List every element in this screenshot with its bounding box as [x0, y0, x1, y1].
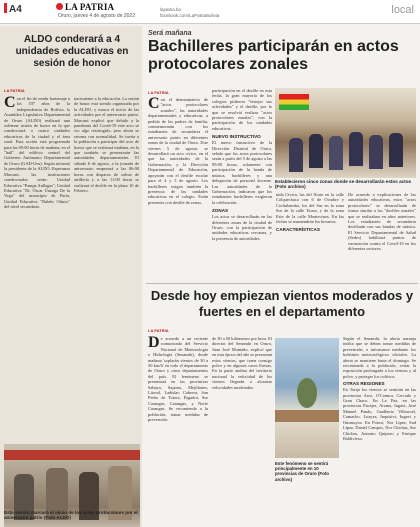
left-story-text-2: nacimiento a la educación. La sesión de honor está siendo organizada por la ALDO, y marca el inicio de las actividades por el aniversario patrio. Marcani explicó que debido a la pandemia del Covid-19 este acto se vio algo restringido, pero ahora se retoma con normalidad. Se invita a la población a participar del acto de honor que se realizará mañana, en la que también se presentarán las autoridades departamentales. El sábado 6 de agosto, a la jornada de aniversario empezará a las 06:00 horas con disparos de salvas de artillería y a las 11:00 horas se realizará el desfile en la plaza 10 de Febrero. — [74, 96, 139, 193]
main-story-text-6: De acuerdo a explicaciones de las autoridades educativas, estos "actos protocolares" se desarrollarán de forma similar a los "desfiles zonales" que se realizaban en años anteriores. Los estudiantes de secundaria desfilarán con sus bandas de música. El Servicio Departamental de Salud (Sedes) habilitará puntos de vacunación contra el Covid-19 en los diferentes sectores. — [348, 192, 416, 252]
main-story-kicker: Será mañana — [148, 30, 192, 37]
dropcap: D — [148, 336, 160, 351]
social-link-web[interactable]: lapatria.bo — [160, 7, 182, 12]
student-figure — [349, 132, 363, 166]
social-links — [160, 7, 219, 19]
page-number — [4, 3, 22, 15]
photo-banner — [4, 450, 140, 460]
second-story-column-2 — [212, 336, 272, 524]
main-story-byline: LA PATRIA — [148, 90, 169, 95]
main-story-text-3: El nuevo instructivo de la Dirección Distrital de Oruro, señala que los actos protocolares serán a partir del 5 de agosto a las 09:00 horas, solamente con participación de la banda de música, bachilleres y una delegación de personal docente. Las autoridades de la Gobernación, indicaron que los estudiantes bachilleres exigieron la celebración. — [212, 140, 272, 205]
page-number-text: A4 — [9, 4, 22, 15]
dropcap: C — [148, 97, 160, 112]
left-story — [0, 26, 142, 527]
student-figure — [389, 133, 403, 167]
main-story-text-1: on el denominativo de "actos protocolares zonales", las autoridades departamentales y educativas, a pedido de los padres de familia, conmemorarán con los estudiantes de secundaria el aniversario patrio en diferentes zonas de la ciudad de Oruro. Este viernes 5 de agosto, se desarrollará un acto cívico, en el que las autoridades de la Gobernación, y la Dirección Departamental de Educación, apoyarán con el desfile escolar para el 4 y 5 de agosto. Los bachilleres exigen también la presencia de las unidades educativas en el colegio. Están presentes con desfile de zonas. — [148, 97, 208, 205]
student-figure — [309, 134, 323, 168]
left-story-byline: LA PATRIA — [4, 88, 25, 93]
dropcap: C — [4, 96, 16, 111]
main-story-text-4: Los actos se desarrollarán en las diferentes zonas de la ciudad de Oruro, con la participación de unidades educativas cercanas, y la presencia de autoridades. — [212, 214, 272, 241]
second-story-column-1 — [148, 336, 208, 524]
main-story-headline: Bachilleres participarán en actos protocolares zonales — [148, 38, 399, 73]
second-story-byline: LA PATRIA — [148, 328, 169, 333]
left-story-column-1 — [4, 96, 70, 442]
main-story-text-5: nida Cívica, los del Norte en la calle Colquechaca con 6 de Octubre y Cochabamba, los del Sur en la zona Sur de la calle Tacna, y de la zona Este de la calle Montecinos. En las fechas se mantendrán los horarios. — [276, 192, 344, 225]
second-story-text-3: Según el Senamhi, la alerta naranja indica que se deben tomar medidas de prevención, e informarse mediante los boletines meteorológicos oficiales. La alerta se mantiene hasta el domingo. Se recomienda a la población, evitar la exposición prolongada a los vientos y al polvo, y proteger los cultivos. — [343, 336, 416, 379]
student-figure — [289, 138, 303, 172]
second-story-headline: Desde hoy empiezan vientos moderados y fuertes en el departamento — [150, 288, 414, 319]
second-photo-caption: Este fenómeno se sentirá principalmente en 10 provincias de Oruro (Foto archivo) — [275, 461, 329, 482]
student-figure — [369, 135, 383, 169]
logo-text: LA PATRIA — [65, 2, 115, 12]
main-story-column-1 — [148, 97, 208, 277]
story-divider — [146, 283, 418, 284]
bolivia-flag-icon — [279, 94, 309, 110]
second-story-photo — [275, 338, 339, 458]
left-photo-caption: Esta sesión marcará el inicio de los actos protocolares por el aniversario patrio (Foto ALDO) — [4, 510, 138, 521]
tree-icon — [297, 378, 317, 408]
issue-date: Oruro, jueves 4 de agosto de 2022 — [58, 13, 135, 19]
left-story-headline: ALDO conderará a 4 unidades educativas en sesión de honor — [15, 34, 129, 69]
second-story-text-1: e acuerdo a un reciente comunicado del Servicio Nacional de Meteorología e Hidrología (Senamhi), desde mañana 'soplarán vientos de 30 a 50 km/h' en todo el departamento de Oruro y otros departamentos del país. El fenómeno se presentará en las provincias Sabaya, Sajama, Mejillones, Litoral, Ladislao Cabrera, San Pedro de Totora, Pagador, Sur Carangas, Carangas, y Norte Carangas. Se recomienda a la población, tomar medidas de prevención. — [148, 336, 208, 423]
second-story-subhead: OTRAS REGIONES — [343, 381, 385, 387]
page-header — [0, 0, 420, 24]
student-figure — [329, 136, 343, 170]
main-story-column-4 — [348, 192, 416, 280]
social-link-facebook[interactable]: facebook.com/LaPatriaBolivia — [160, 13, 220, 18]
second-story-column-3 — [343, 336, 416, 524]
main-story-subhead-3: CARACTERÍSTICAS — [276, 227, 320, 233]
second-story-text-4: En Tarija los vientos se sentirán en las provincias Arce, O'Connor, Cercado y Gran Chaco. En La Paz, en las provincias Pacajes, Aroma, Ingavi, José Manuel Pando, Gualberto Villarroel, Camacho, Loayza, Inquisivi, Ingavi y Omasuyos. En Potosí, Nor Lípez, Sud Lípez, Daniel Campos, Nor Chichas, Sur Chichas, Antonio Quijarro y Enrique Baldivieso. — [343, 387, 416, 441]
main-story-subhead-1: NUEVO INSTRUCTIVO — [212, 134, 261, 140]
main-photo-caption: Establecieron cinco zonas donde se desarrollarán estos actos (Foto archivo) — [275, 179, 412, 190]
main-story-text-2: participación en el desfile en esta fecha, la gran mayoría de los colegios pidieron "festejar sus actividades" y el desfile, por lo que se resolvió realizar "actos protocolares zonales", con la participación de los unidades educativas. — [212, 88, 272, 131]
accent-bar — [4, 3, 7, 13]
left-story-text-1: on el fin de rendir homenaje a los 197 años de la independencia de Bolivia, la Asamblea Legislativa Departamental de Oruro (ALDO) realizará una solemne sesión de honor en la que condecorará a cuatro unidades educativas de la ciudad y el área rural. Esta acción está programada para las 09:00 horas de mañana, en el "hall" del edificio central del Gobierno Autónomo Departamental de Oruro (GAD-Oru). Según informó la presidenta de la ALDO, Esperanza Marcani, las instituciones condecoradas serán: Unidad Educativa "Pampa Aullagas", Unidad Educativa "Dr. Óscar Únzaga De la Vega" del municipio de Paria, Unidad Educativa "Rubén Olmos" del nivel secundario. — [4, 96, 70, 210]
newspaper-logo[interactable] — [56, 2, 114, 12]
section-label: local — [391, 4, 414, 16]
second-story-text-2: de 30 a 50 kilómetros por hora. El director del Senamhi en Oruro, Juan José Montaño, explicó que en esta época del año se presentan estos vientos, que traen consigo polvo y en algunos casos lluvias. En la parte andina del territorio nacional la velocidad de los vientos llegarán a alcanzar velocidades moderadas. — [212, 336, 272, 390]
logo-icon — [56, 3, 63, 10]
main-story-column-2 — [212, 88, 272, 278]
wall-shape — [275, 410, 339, 422]
main-story-column-3 — [276, 192, 344, 280]
main-story-subhead-2: ZONAS — [212, 208, 229, 214]
left-story-column-2 — [74, 96, 139, 442]
main-story-photo — [275, 88, 416, 178]
